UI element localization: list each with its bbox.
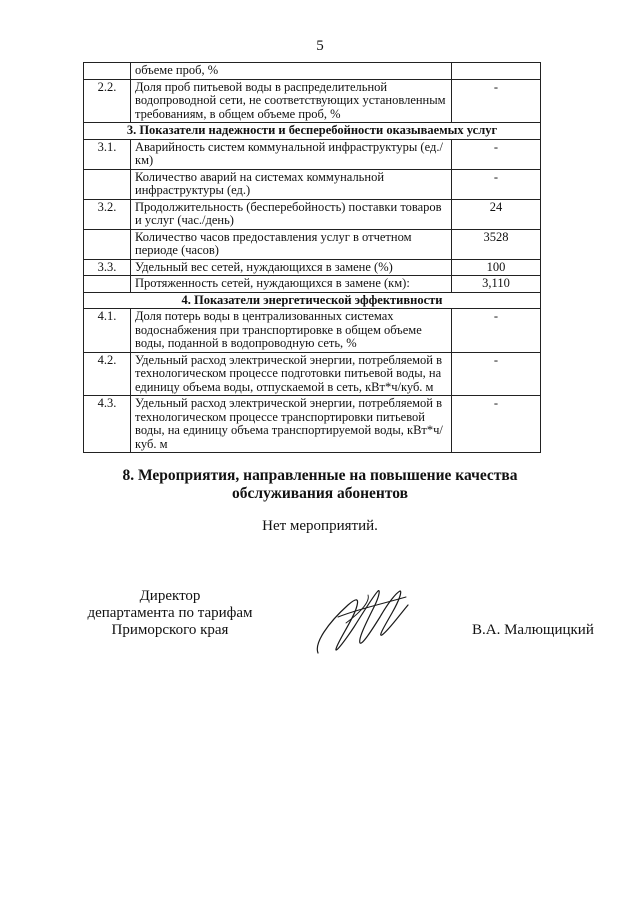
signer-name: В.А. Малющицкий xyxy=(472,622,594,638)
indicator-value: 3528 xyxy=(452,229,541,259)
indicator-value: 3,110 xyxy=(452,276,541,293)
indicator-value: - xyxy=(452,169,541,199)
table-row xyxy=(84,169,541,199)
row-number: 3.1. xyxy=(84,139,131,169)
indicator-name: Удельный расход электрической энергии, потребляемой в технологическом процессе транспортировки питьевой воды, на единицу объема транспортируемой воды, кВт*ч/куб. м xyxy=(131,396,452,453)
indicator-value: - xyxy=(452,309,541,353)
indicator-value: - xyxy=(452,352,541,396)
row-number xyxy=(84,276,131,293)
section-8-title-line-2: обслуживания абонентов xyxy=(232,485,408,502)
table-row xyxy=(84,276,541,293)
table-row xyxy=(84,79,541,123)
section-header-row xyxy=(84,292,541,309)
section-8-title-line-1: 8. Мероприятия, направленные на повышение качества xyxy=(122,467,518,484)
row-number xyxy=(84,63,131,80)
row-number: 3.2. xyxy=(84,199,131,229)
table-row xyxy=(84,229,541,259)
table-row xyxy=(84,352,541,396)
signer-position-line-1: Директор xyxy=(139,588,201,604)
indicator-value: 24 xyxy=(452,199,541,229)
indicator-name: Доля проб питьевой воды в распределительной водопроводной сети, не соответствующих установленным требованиям, в общем объеме проб, % xyxy=(131,79,452,123)
indicator-value: 100 xyxy=(452,259,541,276)
indicators-table-body xyxy=(84,63,541,453)
indicator-name: Удельный расход электрической энергии, потребляемой в технологическом процессе подготовки питьевой воды, на единицу объема воды, отпускаемой в сеть, кВт*ч/куб. м xyxy=(131,352,452,396)
table-row xyxy=(84,63,541,80)
section-8-title xyxy=(0,467,640,503)
sub-indicator-name: Протяженность сетей, нуждающихся в замене (км): xyxy=(131,276,452,293)
section-header: 3. Показатели надежности и бесперебойности оказываемых услуг xyxy=(84,123,541,140)
signer-position-line-3: Приморского края xyxy=(111,622,229,638)
indicator-value: - xyxy=(452,396,541,453)
sub-indicator-name: Количество часов предоставления услуг в отчетном периоде (часов) xyxy=(131,229,452,259)
page-number: 5 xyxy=(316,38,324,54)
indicator-value: - xyxy=(452,139,541,169)
indicator-name: Аварийность систем коммунальной инфраструктуры (ед./км) xyxy=(131,139,452,169)
row-number: 4.1. xyxy=(84,309,131,353)
section-header-row xyxy=(84,123,541,140)
table-row xyxy=(84,199,541,229)
signer-position-line-2: департамента по тарифам xyxy=(87,605,253,621)
indicator-value: - xyxy=(452,79,541,123)
indicator-name: объеме проб, % xyxy=(131,63,452,80)
indicator-value xyxy=(452,63,541,80)
table-row xyxy=(84,396,541,453)
row-number: 4.3. xyxy=(84,396,131,453)
signer-position xyxy=(70,588,270,639)
row-number: 3.3. xyxy=(84,259,131,276)
handwritten-signature xyxy=(308,583,418,663)
row-number: 4.2. xyxy=(84,352,131,396)
indicator-name: Продолжительность (бесперебойность) поставки товаров и услуг (час./день) xyxy=(131,199,452,229)
indicator-name: Удельный вес сетей, нуждающихся в замене (%) xyxy=(131,259,452,276)
row-number: 2.2. xyxy=(84,79,131,123)
table-row xyxy=(84,259,541,276)
indicator-name: Доля потерь воды в централизованных системах водоснабжения при транспортировке в общем объеме воды, поданной в водопроводную сеть, % xyxy=(131,309,452,353)
section-header: 4. Показатели энергетической эффективности xyxy=(84,292,541,309)
table-row xyxy=(84,139,541,169)
indicators-table xyxy=(83,62,541,453)
row-number xyxy=(84,229,131,259)
table-row xyxy=(84,309,541,353)
row-number xyxy=(84,169,131,199)
sub-indicator-name: Количество аварий на системах коммунальной инфраструктуры (ед.) xyxy=(131,169,452,199)
no-measures-text: Нет мероприятий. xyxy=(262,518,378,534)
